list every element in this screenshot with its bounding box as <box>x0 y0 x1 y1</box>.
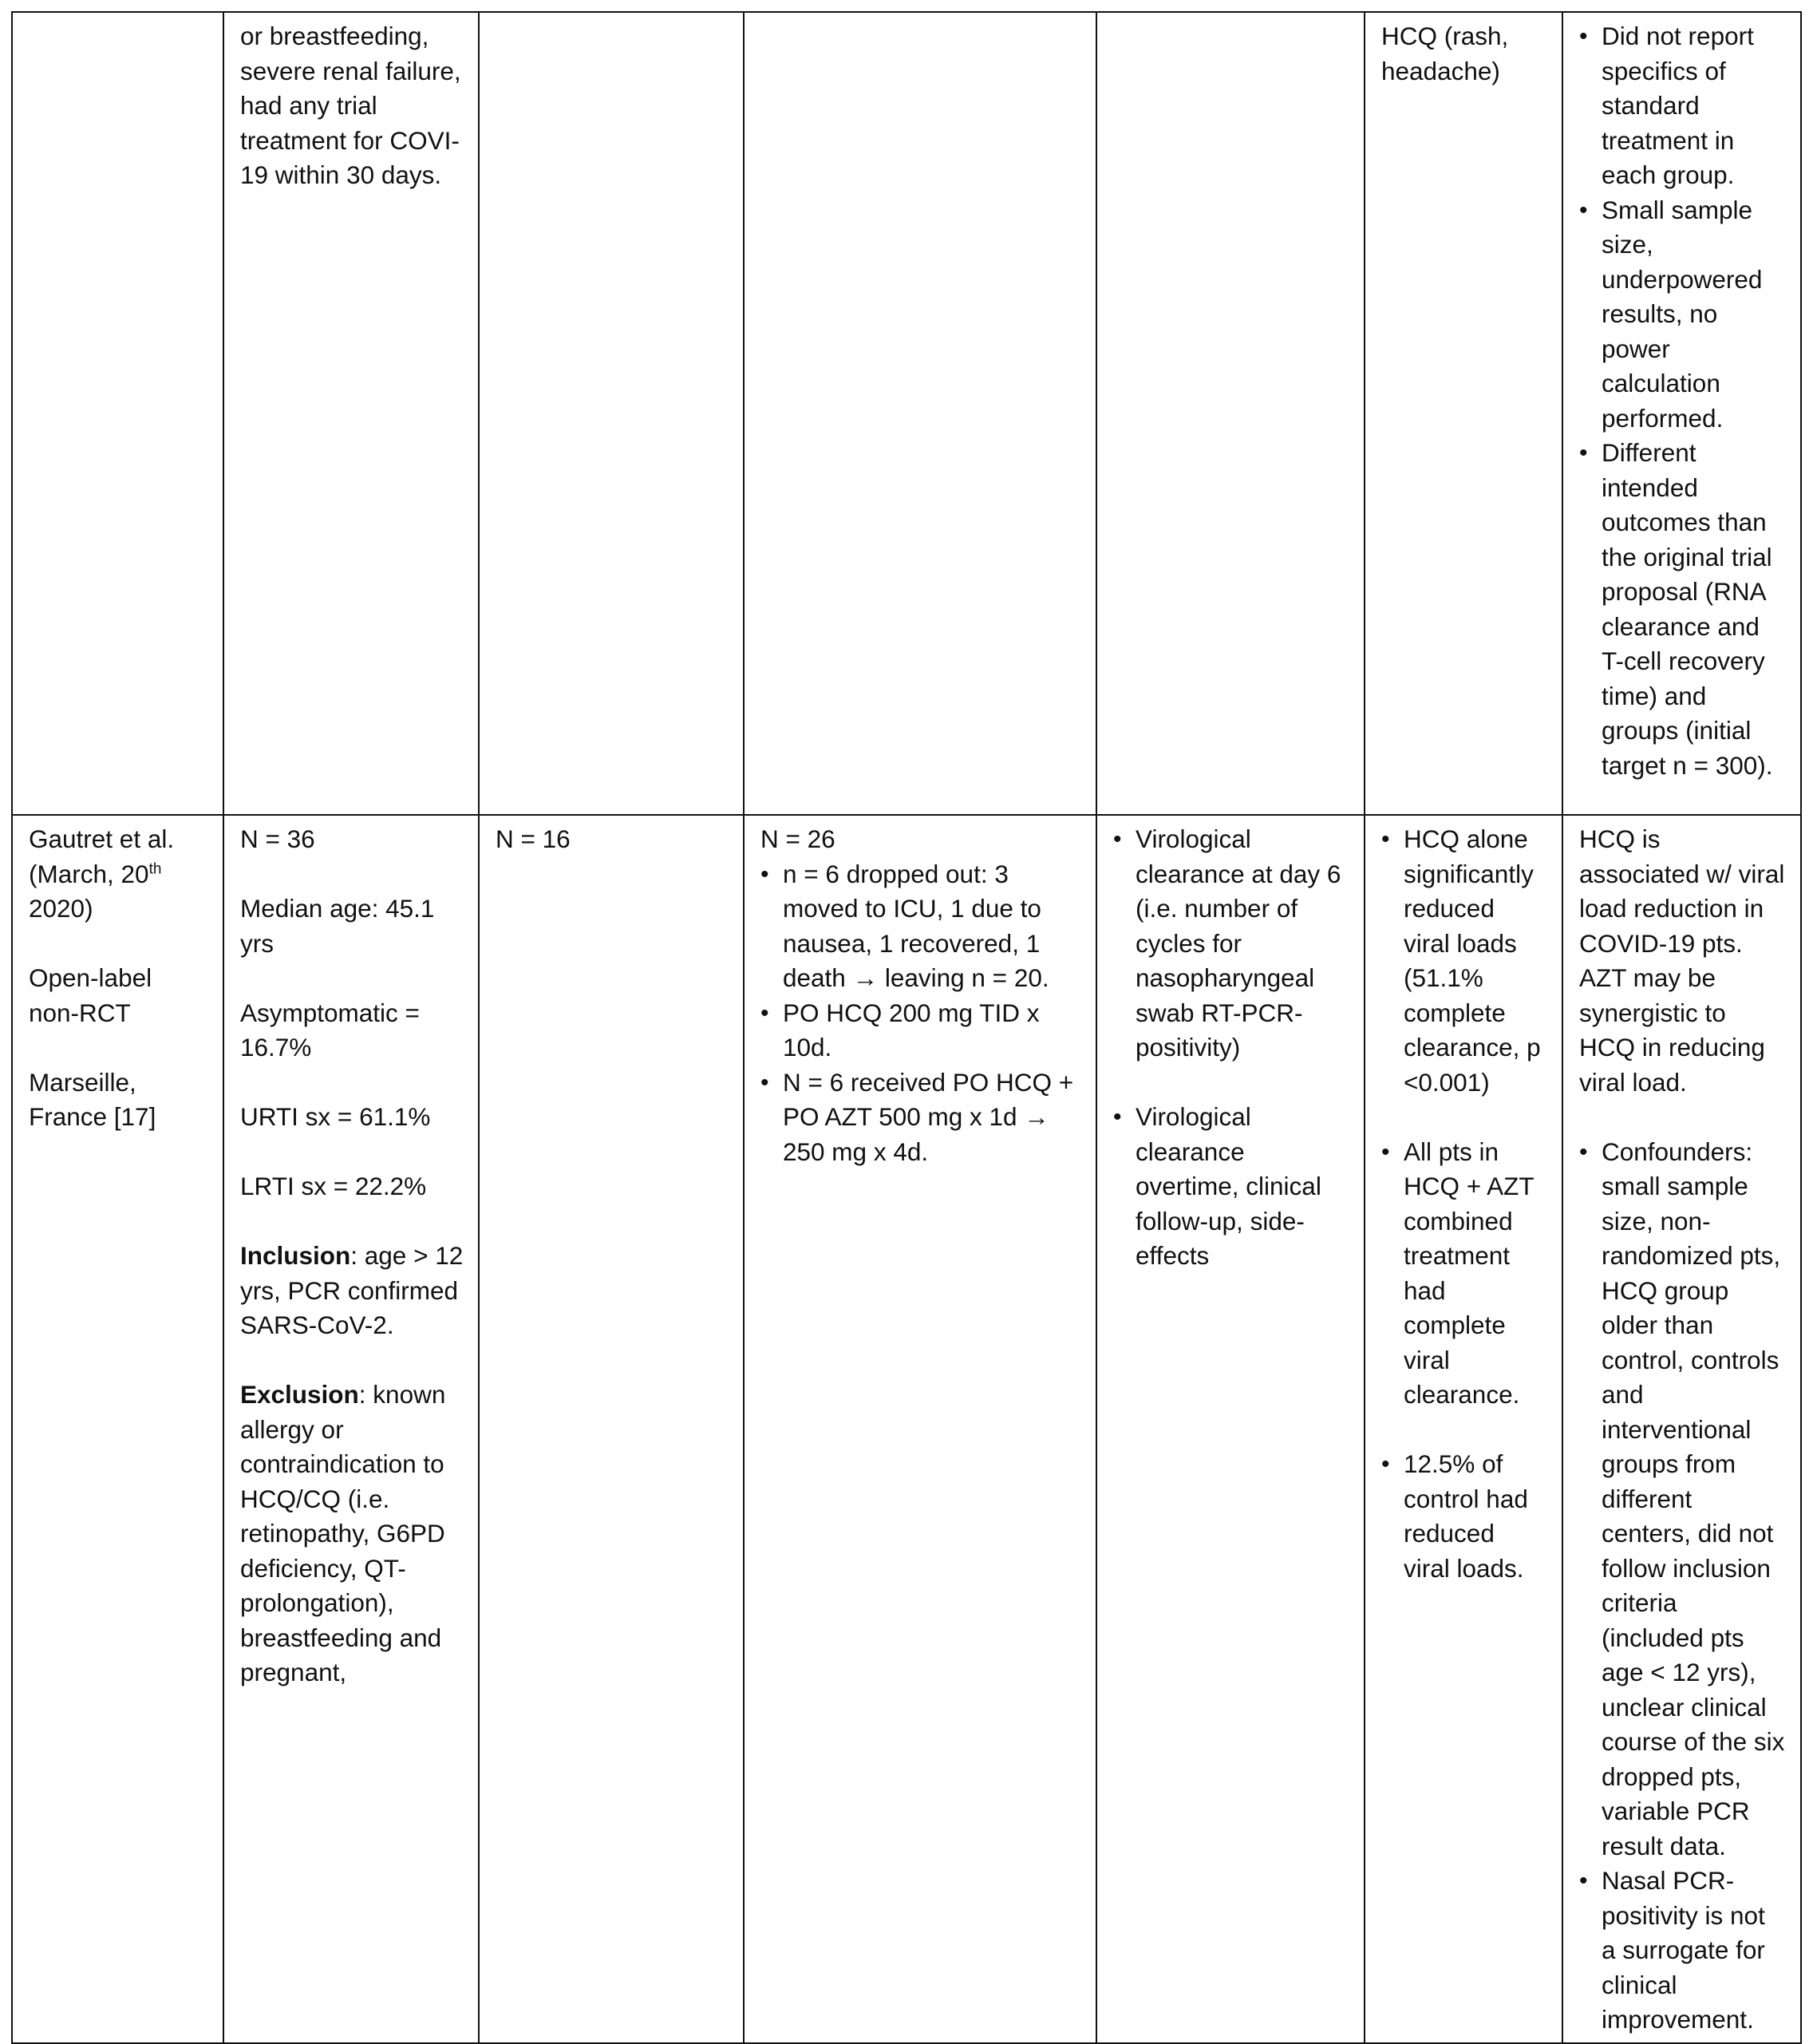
results-continued-text: HCQ (rash, headache) <box>1381 22 1509 85</box>
list-item: • 12.5% of control had reduced viral loads. <box>1381 1447 1547 1586</box>
exclusion-label: Exclusion <box>240 1380 359 1409</box>
list-item: • Did not report specifics of standard treatment in each group. <box>1579 19 1786 193</box>
study-citation <box>29 822 208 927</box>
exclusion-text: : known allergy or contraindication to HCQ/CQ (i.e. retinopathy, G6PD deficiency, QT-prolongation), breastfeeding and pregnant, <box>240 1380 446 1686</box>
population-cell <box>223 12 479 815</box>
list-item: • HCQ alone significantly reduced viral loads (51.1% complete clearance, p <0.001) <box>1381 822 1547 1100</box>
study-cell <box>12 12 223 815</box>
control-n: N = 16 <box>496 824 571 853</box>
population-cell <box>223 815 479 2043</box>
list-item: • N = 6 received PO HCQ + PO AZT 500 mg x 1d → 250 mg x 4d. <box>760 1065 1081 1170</box>
table-row <box>12 12 1801 815</box>
date-superscript: th <box>148 860 162 877</box>
asymptomatic-rate: Asymptomatic = 16.7% <box>240 998 420 1062</box>
results-cell <box>1365 12 1562 815</box>
inclusion-label: Inclusion <box>240 1241 351 1270</box>
list-item: • All pts in HCQ + AZT combined treatment had complete viral clearance. <box>1381 1135 1547 1413</box>
exclusion-criteria <box>240 1378 464 1690</box>
results-list <box>1381 822 1547 1586</box>
table-row <box>12 815 1801 2043</box>
conclusion-summary: HCQ is associated w/ viral load reduction in COVID-19 pts. AZT may be synergistic to HCQ in reducing viral load. <box>1579 824 1785 1097</box>
inclusion-criteria <box>240 1239 464 1343</box>
urti-rate: URTI sx = 61.1% <box>240 1102 431 1131</box>
study-author: Gautret et al. (March, 20 <box>29 824 175 888</box>
limitations-list <box>1579 1135 1786 2038</box>
population-n: N = 36 <box>240 824 315 853</box>
intervention-list <box>760 857 1081 1170</box>
conclusions-cell <box>1562 815 1801 2043</box>
outcomes-list <box>1113 822 1349 1274</box>
intervention-cell <box>744 815 1096 2043</box>
list-item: • Virological clearance at day 6 (i.e. number of cycles for nasopharyngeal swab RT-PCR-positivity) <box>1113 822 1349 1065</box>
outcomes-cell <box>1096 12 1365 815</box>
study-design: Open-label non-RCT <box>29 963 152 1027</box>
evidence-table <box>11 11 1802 2044</box>
list-item: • Confounders: small sample size, non-randomized pts, HCQ group older than control, controls and interventional groups from different centers, did not follow inclusion criteria (included pts age < 12 yrs), unclear clinical course of the six dropped pts, variable PCR result data. <box>1579 1135 1786 1864</box>
inclusion-text: : age > 12 yrs, PCR confirmed SARS-CoV-2. <box>240 1241 464 1339</box>
evidence-table-container <box>11 11 1800 2034</box>
control-cell <box>479 12 744 815</box>
list-item: • Different intended outcomes than the original trial proposal (RNA clearance and T-cell recovery time) and groups (initial target n = 300). <box>1579 436 1786 783</box>
intervention-n: N = 26 <box>760 824 835 853</box>
population-continued-text: or breastfeeding, severe renal failure, had any trial treatment for COVI-19 within 30 days. <box>240 22 461 189</box>
study-year: 2020) <box>29 894 93 923</box>
limitations-list <box>1579 19 1786 783</box>
list-item: • n = 6 dropped out: 3 moved to ICU, 1 due to nausea, 1 recovered, 1 death → leaving n = 20. <box>760 857 1081 996</box>
list-item: • Virological clearance overtime, clinical follow-up, side-effects <box>1113 1100 1349 1274</box>
list-item: • Small sample size, underpowered results, no power calculation performed. <box>1579 193 1786 437</box>
median-age: Median age: 45.1 yrs <box>240 894 435 958</box>
intervention-cell <box>744 12 1096 815</box>
list-item: • Nasal PCR-positivity is not a surrogate for clinical improvement. <box>1579 1864 1786 2038</box>
outcomes-cell <box>1096 815 1365 2043</box>
study-location: Marseille, France [17] <box>29 1067 156 1131</box>
conclusions-cell <box>1562 12 1801 815</box>
results-cell <box>1365 815 1562 2043</box>
list-item: • PO HCQ 200 mg TID x 10d. <box>760 996 1081 1065</box>
lrti-rate: LRTI sx = 22.2% <box>240 1172 427 1200</box>
study-cell <box>12 815 223 2043</box>
control-cell <box>479 815 744 2043</box>
